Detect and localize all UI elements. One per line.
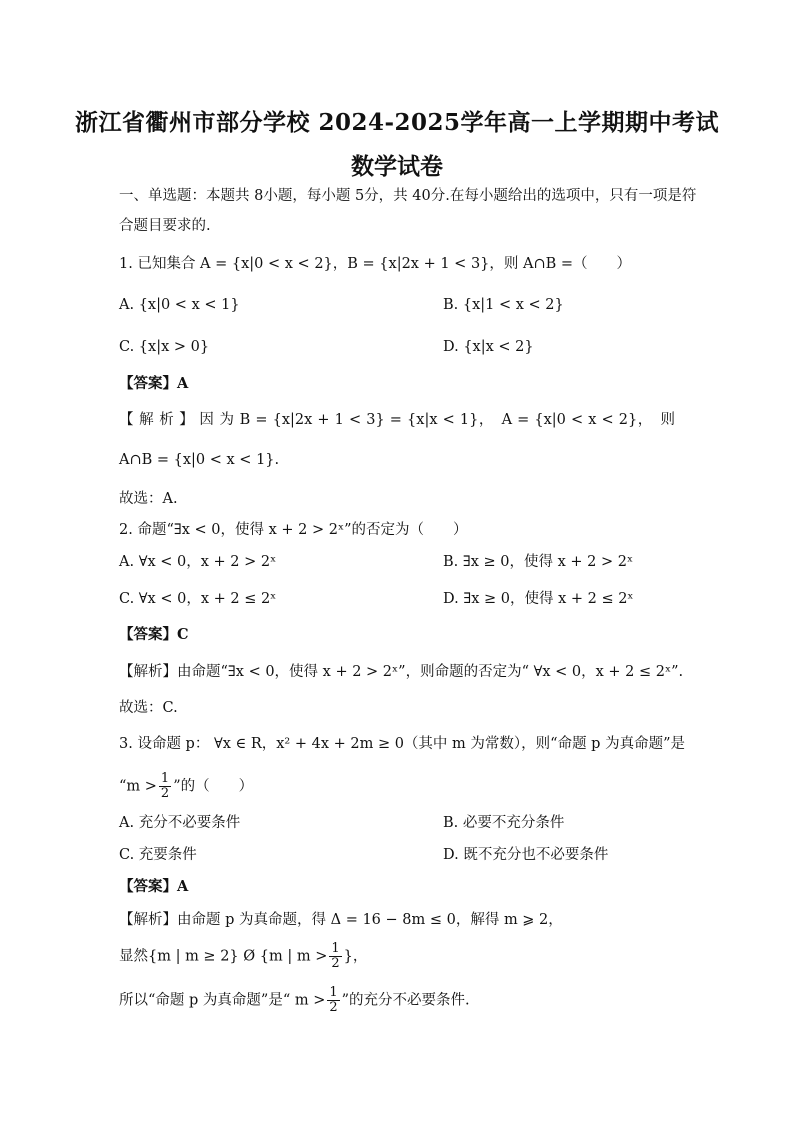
q2-answer: 【答案】C: [119, 626, 189, 643]
q2-analysis: 【解析】由命题“∃x < 0，使得 x + 2 > 2ˣ”，则命题的否定为“ ∀x < 0，x + 2 ≤ 2ˣ”.: [119, 664, 684, 680]
q1-option-a: A. {x|0 < x < 1}: [119, 297, 240, 313]
fraction-denominator: 2: [160, 786, 170, 801]
fraction-numerator: 1: [160, 771, 170, 786]
q3-analysis-line3-post: ”的充分不必要条件.: [341, 992, 470, 1009]
q3-analysis-line3-pre: 所以“命题 p 为真命题”是“ m >: [119, 992, 326, 1009]
q2-conclusion: 故选：C.: [119, 700, 178, 716]
fraction-denominator: 2: [329, 1000, 338, 1015]
q3-option-c: C. 充要条件: [119, 847, 197, 863]
q1-option-b: B. {x|1 < x < 2}: [443, 297, 564, 313]
q3-analysis-line1: 【解析】由命题 p 为真命题，得 Δ = 16 − 8m ≤ 0，解得 m ⩾ 2，: [119, 912, 563, 928]
q3-stem-line2: [119, 772, 253, 801]
q2-option-d: D. ∃x ≥ 0，使得 x + 2 ≤ 2ˣ: [443, 591, 634, 607]
q1-stem: 1. 已知集合 A = {x|0 < x < 2}，B = {x|2x + 1 < 3}，则 A∩B =（ ）: [119, 256, 632, 272]
fraction-denominator: 2: [331, 956, 340, 971]
q3-option-b: B. 必要不充分条件: [443, 815, 565, 831]
q2-option-c: C. ∀x < 0，x + 2 ≤ 2ˣ: [119, 591, 277, 607]
page-subtitle: 数学试卷: [351, 153, 443, 180]
section-header-line2: 合题目要求的.: [119, 218, 211, 234]
q3-stem-line1: 3. 设命题 p： ∀x ∈ R，x² + 4x + 2m ≥ 0（其中 m 为常数），则“命题 p 为真命题”是: [119, 736, 685, 752]
q2-option-a: A. ∀x < 0，x + 2 > 2ˣ: [119, 554, 277, 570]
q1-option-c: C. {x|x > 0}: [119, 339, 210, 355]
fraction-one-half: [329, 942, 341, 971]
q3-analysis-line2: [119, 942, 367, 971]
q3-answer: 【答案】A: [119, 878, 189, 895]
q1-answer: 【答案】A: [119, 375, 189, 392]
q2-stem: 2. 命题“∃x < 0，使得 x + 2 > 2ˣ”的否定为（ ）: [119, 522, 468, 538]
q3-stem-line2-pre: “m >: [119, 778, 157, 795]
q1-conclusion: 故选：A.: [119, 491, 178, 507]
q3-option-d: D. 既不充分也不必要条件: [443, 847, 609, 863]
fraction-numerator: 1: [331, 941, 340, 956]
q2-option-b: B. ∃x ≥ 0，使得 x + 2 > 2ˣ: [443, 554, 634, 570]
q1-analysis-line1: 【 解 析 】 因 为 B = {x|2x + 1 < 3} = {x|x < 1}， A = {x|0 < x < 2}， 则: [119, 412, 675, 428]
q3-option-a: A. 充分不必要条件: [119, 815, 241, 831]
q1-option-d: D. {x|x < 2}: [443, 339, 534, 355]
q3-analysis-line2-pre: 显然{m | m ≥ 2} Ø {m | m >: [119, 948, 328, 965]
fraction-numerator: 1: [329, 985, 338, 1000]
page-title: 浙江省衢州市部分学校 2024-2025学年高一上学期期中考试: [74, 109, 720, 136]
q3-stem-line2-post: ”的（ ）: [173, 778, 254, 795]
q3-analysis-line3: [119, 986, 470, 1015]
fraction-one-half: [327, 986, 339, 1015]
fraction-one-half: [159, 772, 171, 801]
section-header-line1: 一、单选题：本题共 8小题，每小题 5分，共 40分.在每小题给出的选项中，只有一项是符: [119, 188, 697, 204]
q1-analysis-line2: A∩B = {x|0 < x < 1}.: [119, 452, 280, 468]
q3-analysis-line2-post: }，: [343, 948, 368, 965]
